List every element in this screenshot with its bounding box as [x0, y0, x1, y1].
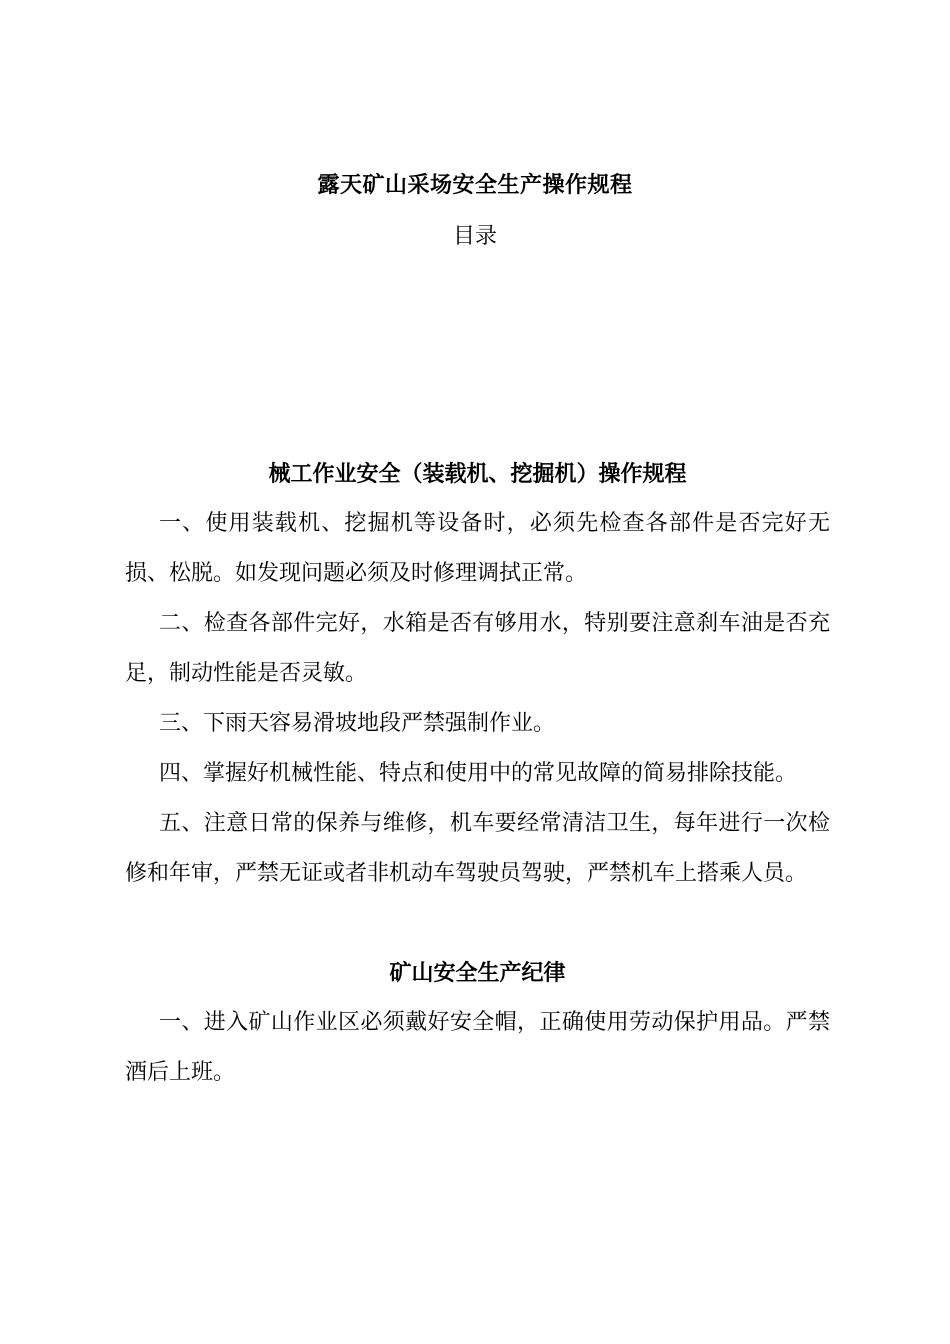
document-title: 露天矿山采场安全生产操作规程	[317, 172, 633, 198]
table-of-contents-label: 目录	[452, 224, 497, 249]
section-heading: 械工作业安全（装载机、挖掘机）操作规程	[268, 461, 687, 487]
paragraph: 四、掌握好机械性能、特点和使用中的常见故障的简易排除技能。	[159, 761, 798, 786]
paragraph: 五、注意日常的保养与维修，机车要经常清洁卫生，每年进行一次检修和年审，严禁无证或者非机动车驾驶员驾驶，严禁机车上搭乘人员。	[125, 811, 830, 886]
paragraph: 一、进入矿山作业区必须戴好安全帽，正确使用劳动保护用品。严禁酒后上班。	[125, 1010, 830, 1085]
section-heading: 矿山安全生产纪律	[389, 960, 566, 986]
paragraph: 二、检查各部件完好，水箱是否有够用水，特别要注意刹车油是否充足，制动性能是否灵敏。	[125, 611, 830, 686]
section-safety-discipline	[125, 948, 830, 1098]
paragraph: 三、下雨天容易滑坡地段严禁强制作业。	[159, 711, 556, 736]
paragraph: 一、使用装载机、挖掘机等设备时，必须先检查各部件是否完好无损、松脱。如发现问题必须及时修理调拭正常。	[125, 511, 830, 586]
section-machinery-operation	[125, 449, 830, 899]
